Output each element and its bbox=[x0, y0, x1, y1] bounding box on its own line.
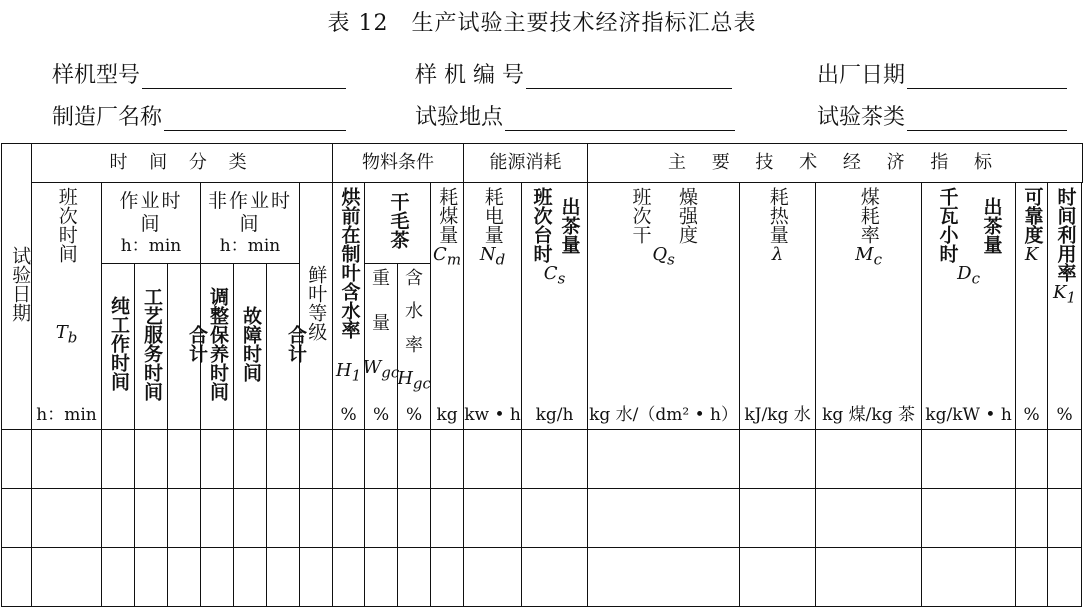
col-process-service: 工艺服务时间 bbox=[135, 264, 168, 430]
field-place-label: 试验地点 bbox=[415, 105, 504, 130]
group-time: 时 间 分 类 bbox=[32, 144, 333, 183]
field-tea bbox=[817, 100, 1067, 131]
group-energy: 能源消耗 bbox=[464, 144, 588, 183]
field-number-label: 样 机 编 号 bbox=[415, 63, 524, 88]
field-maker-label: 制造厂名称 bbox=[52, 105, 163, 130]
col-dry-tea: 干毛茶 bbox=[365, 183, 431, 264]
col-nonwork-time: 非作业时间 h：min bbox=[201, 183, 300, 264]
col-adjust: 调整保养时间 bbox=[201, 264, 234, 430]
field-number bbox=[415, 58, 732, 89]
col-utilization: 时间利用率 $K_1$ % bbox=[1048, 183, 1082, 430]
field-place bbox=[415, 100, 735, 131]
col-fault: 故障时间 bbox=[234, 264, 267, 430]
col-test-date: 试验日期 bbox=[2, 144, 32, 430]
field-number-blank[interactable] bbox=[526, 66, 732, 89]
col-weight: 重 量 $W_{gc}$ % bbox=[365, 264, 398, 430]
field-date-label: 出厂日期 bbox=[817, 63, 906, 88]
col-pure-work: 纯工作时间 bbox=[102, 264, 135, 430]
field-tea-label: 试验茶类 bbox=[817, 105, 906, 130]
field-place-blank[interactable] bbox=[505, 108, 735, 131]
group-indicators: 主 要 技 术 经 济 指 标 bbox=[588, 144, 1083, 183]
col-moisture-before: 烘前在制叶含水率 $H_1$ % bbox=[333, 183, 365, 430]
field-date bbox=[817, 58, 1067, 89]
col-shift-time: 班次时间 $T_b$ h：min bbox=[32, 183, 102, 430]
col-kwh-output: 千瓦小时 出茶量 $D_c$ kg/kW • h bbox=[922, 183, 1016, 430]
group-material: 物料条件 bbox=[333, 144, 464, 183]
field-model-label: 样机型号 bbox=[52, 63, 141, 88]
table-row bbox=[2, 489, 1083, 548]
col-heat: 耗热量 λ kJ/kg 水 bbox=[740, 183, 816, 430]
col-coal: 耗煤量 $C_m$ kg bbox=[431, 183, 464, 430]
summary-table bbox=[1, 143, 1083, 607]
col-drying-intensity: 班次干 燥强度 $Q_s$ kg 水/（dm² • h） bbox=[588, 183, 740, 430]
field-maker bbox=[52, 100, 346, 131]
col-reliability: 可靠度 K % bbox=[1016, 183, 1048, 430]
col-water-rate: 含 水 率 $H_{gc}$ % bbox=[398, 264, 431, 430]
col-work-total: 合计 bbox=[168, 264, 201, 430]
table-title: 表 12 生产试验主要技术经济指标汇总表 bbox=[327, 11, 757, 36]
field-maker-blank[interactable] bbox=[164, 108, 346, 131]
col-electricity: 耗电量 $N_d$ kw • h bbox=[464, 183, 522, 430]
col-nonwork-total: 合计 bbox=[267, 264, 300, 430]
field-tea-blank[interactable] bbox=[907, 108, 1067, 131]
field-model-blank[interactable] bbox=[142, 66, 346, 89]
col-work-time: 作业时间 h：min bbox=[102, 183, 201, 264]
table-row bbox=[2, 548, 1083, 607]
table-row bbox=[2, 430, 1083, 489]
field-model bbox=[52, 58, 346, 89]
col-shift-output: 班次台时 出茶量 $C_s$ kg/h bbox=[522, 183, 588, 430]
field-date-blank[interactable] bbox=[907, 66, 1067, 89]
col-fresh-grade: 鲜叶等级 bbox=[300, 183, 333, 430]
col-coal-rate: 煤耗率 $M_c$ kg 煤/kg 茶 bbox=[816, 183, 922, 430]
